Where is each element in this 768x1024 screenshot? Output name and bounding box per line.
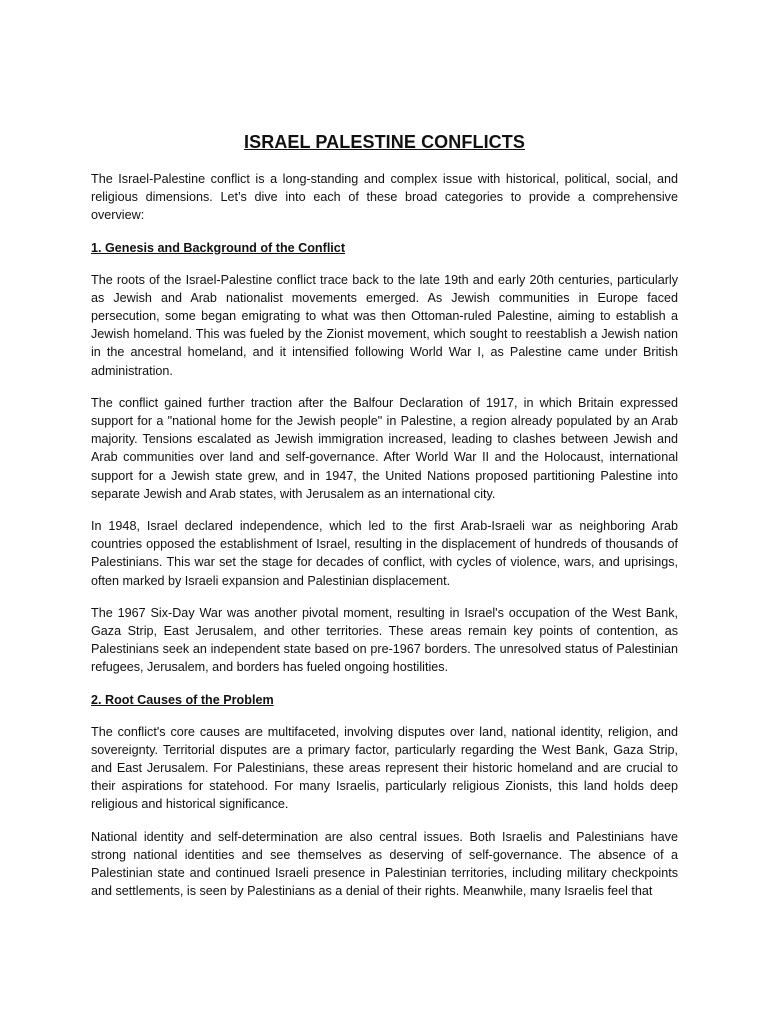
intro-paragraph: The Israel-Palestine conflict is a long-standing and complex issue with historical, political, social, and religious dimensions. Let’s dive into each of these broad categories to provide a comprehensive overview: xyxy=(91,172,678,223)
paragraph: The conflict's core causes are multifaceted, involving disputes over land, national identity, religion, and sovereignty. Territorial disputes are a primary factor, particularly regarding the West Bank, Gaza Strip, and East Jerusalem. For Palestinians, these areas represent their historic homeland and are crucial to their aspirations for statehood. For many Israelis, particularly religious Zionists, this land holds deep religious and historical significance. xyxy=(91,724,678,812)
section-heading-genesis: 1. Genesis and Background of the Conflict xyxy=(91,240,346,255)
document-title: ISRAEL PALESTINE CONFLICTS xyxy=(244,132,525,152)
paragraph: In 1948, Israel declared independence, which led to the first Arab-Israeli war as neighboring Arab countries opposed the establishment of Israel, resulting in the displacement of hundreds of thousands of Palestinians. This war set the stage for decades of conflict, with cycles of violence, wars, and uprisings, often marked by Israeli expansion and Palestinian displacement. xyxy=(91,519,678,588)
document-body xyxy=(91,130,678,915)
paragraph: The 1967 Six-Day War was another pivotal moment, resulting in Israel's occupation of the West Bank, Gaza Strip, East Jerusalem, and other territories. These areas remain key points of contention, as Palestinians seek an independent state based on pre-1967 borders. The unresolved status of Palestinian refugees, Jerusalem, and borders has fueled ongoing hostilities. xyxy=(91,605,678,675)
paragraph: The roots of the Israel-Palestine conflict trace back to the late 19th and early 20th centuries, particularly as Jewish and Arab nationalist movements emerged. As Jewish communities in Europe faced persecution, some began emigrating to what was then Ottoman-ruled Palestine, aiming to establish a Jewish homeland. This was fueled by the Zionist movement, which sought to reestablish a Jewish nation in the ancestral homeland, and it intensified following World War I, as Palestine came under British administration. xyxy=(91,272,678,378)
paragraph: National identity and self-determination are also central issues. Both Israelis and Palestinians have strong national identities and see themselves as deserving of self-governance. The absence of a Palestinian state and continued Israeli presence in Palestinian territories, including military checkpoints and settlements, is seen by Palestinians as a denial of their rights. Meanwhile, many Israelis feel that xyxy=(91,829,678,899)
paragraph: The conflict gained further traction after the Balfour Declaration of 1917, in which Britain expressed support for a "national home for the Jewish people" in Palestine, a region already populated by an Arab majority. Tensions escalated as Jewish immigration increased, leading to clashes between Jewish and Arab communities over land and self-governance. After World War II and the Holocaust, international support for a Jewish state grew, and in 1947, the United Nations proposed partitioning Palestine into separate Jewish and Arab states, with Jerusalem as an international city. xyxy=(91,395,678,501)
section-heading-root-causes: 2. Root Causes of the Problem xyxy=(91,692,274,707)
